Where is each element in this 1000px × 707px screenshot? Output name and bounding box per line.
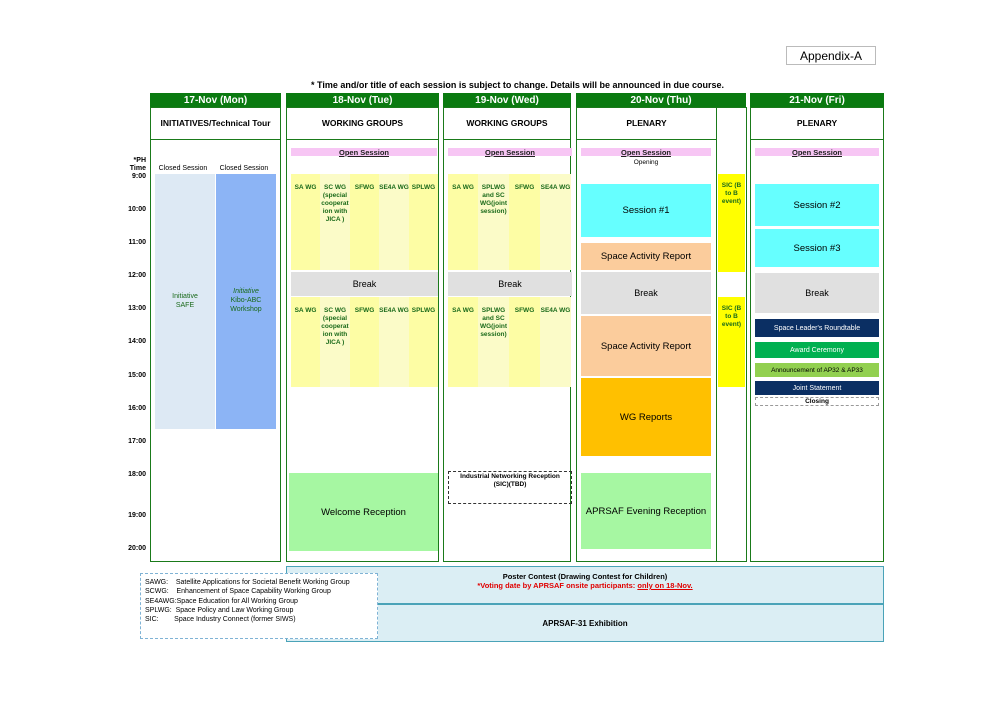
time-header-ph: *PH — [133, 157, 146, 164]
closing: Closing — [755, 397, 879, 406]
session-1: Session #1 — [581, 184, 711, 237]
wed-break: Break — [448, 272, 572, 296]
mon-column-title: INITIATIVES/Technical Tour — [160, 118, 271, 128]
wed-am-se4awg: SE4A WG — [540, 174, 571, 270]
inr-line1: Industrial Networking Reception — [460, 473, 560, 480]
tue-pm-sfwg: SFWG — [350, 297, 379, 387]
wed-divider — [443, 139, 571, 140]
mon-closed-session-2: Closed Session — [219, 165, 269, 172]
time-label: 11:00 — [128, 239, 146, 246]
poster-vote-date: only on 18-Nov. — [637, 581, 693, 590]
wed-pm-sfwg: SFWG — [509, 297, 540, 387]
tue-am-scwg: SC WG (special cooperat ion with JICA ) — [320, 174, 350, 270]
fri-column-title: PLENARY — [796, 118, 838, 128]
thu-opening: Opening — [633, 159, 659, 166]
tue-break: Break — [291, 272, 438, 296]
tue-pm-splwg: SPLWG — [409, 297, 438, 387]
time-label: 16:00 — [128, 405, 146, 412]
time-label: 15:00 — [128, 372, 146, 379]
sic-b2b-event-1: SIC (B to B event) — [718, 174, 745, 272]
tue-am-sfwg: SFWG — [350, 174, 379, 270]
mon-closed-session-1: Closed Session — [158, 165, 208, 172]
award-ceremony: Award Ceremony — [755, 342, 879, 358]
wed-pm-sawg: SA WG — [448, 297, 478, 387]
tue-am-sawg: SA WG — [291, 174, 320, 270]
thu-open-session: Open Session — [581, 148, 711, 156]
wed-am-sfwg: SFWG — [509, 174, 540, 270]
announcement-ap32-ap33: Announcement of AP32 & AP33 — [755, 363, 879, 377]
initiative-safe-line1: Initiative — [172, 293, 198, 300]
wg-reports: WG Reports — [581, 378, 711, 456]
thu-divider — [576, 139, 717, 140]
space-activity-report-1: Space Activity Report — [581, 243, 711, 270]
time-label: 13:00 — [128, 305, 146, 312]
time-label: 12:00 — [128, 272, 146, 279]
wed-column-title: WORKING GROUPS — [466, 118, 548, 128]
day-header-mon: 17-Nov (Mon) — [150, 93, 281, 107]
thu-column-title: PLENARY — [626, 118, 667, 128]
initiative-safe-block — [155, 174, 215, 429]
wed-am-splwg-scwg: SPLWG and SC WG(joint session) — [478, 174, 509, 270]
fri-break: Break — [755, 273, 879, 313]
wed-pm-splwg-scwg: SPLWG and SC WG(joint session) — [478, 297, 509, 387]
kibo-line2: Kibo-ABC — [230, 297, 262, 304]
time-label: 14:00 — [128, 338, 146, 345]
exhibition-band: APRSAF-31 Exhibition — [286, 604, 884, 642]
wed-open-session: Open Session — [448, 148, 572, 156]
time-label: 10:00 — [128, 206, 146, 213]
kibo-line1: Initiative — [233, 288, 259, 295]
industrial-networking-reception — [448, 471, 572, 504]
session-2: Session #2 — [755, 184, 879, 226]
fri-open-session: Open Session — [755, 148, 879, 156]
space-leaders-roundtable: Space Leader's Roundtable — [755, 319, 879, 337]
time-header-time: Time — [129, 165, 146, 172]
kibo-line3: Workshop — [230, 306, 262, 313]
sic-b2b-event-2: SIC (B to B event) — [718, 297, 745, 387]
joint-statement: Joint Statement — [755, 381, 879, 395]
abbreviation-legend — [140, 573, 378, 639]
day-header-wed: 19-Nov (Wed) — [443, 93, 571, 107]
wed-am-sawg: SA WG — [448, 174, 478, 270]
day-header-fri: 21-Nov (Fri) — [750, 93, 884, 107]
tue-am-splwg: SPLWG — [409, 174, 438, 270]
tue-am-se4awg: SE4A WG — [379, 174, 409, 270]
poster-vote-text: *Voting date by APRSAF onsite participants: — [477, 581, 638, 590]
wed-pm-se4awg: SE4A WG — [540, 297, 571, 387]
aprsaf-evening-reception: APRSAF Evening Reception — [581, 473, 711, 549]
time-label: 20:00 — [128, 545, 146, 552]
day-header-thu: 20-Nov (Thu) — [576, 93, 746, 107]
tue-column-title: WORKING GROUPS — [321, 118, 404, 128]
time-label: 17:00 — [128, 438, 146, 445]
time-label: 19:00 — [128, 512, 146, 519]
schedule-note: * Time and/or title of each session is subject to change. Details will be announced in due course. — [311, 80, 724, 90]
legend-item: SE4AWG:Space Education for All Working Group — [145, 597, 298, 605]
legend-item: SPLWG: Space Policy and Law Working Group — [145, 606, 294, 614]
time-label: 18:00 — [128, 471, 146, 478]
day-header-tue: 18-Nov (Tue) — [286, 93, 439, 107]
space-activity-report-2: Space Activity Report — [581, 316, 711, 376]
tue-pm-se4awg: SE4A WG — [379, 297, 409, 387]
legend-item: SCWG: Enhancement of Space Capability Working Group — [145, 588, 331, 596]
thu-break: Break — [581, 272, 711, 314]
poster-contest-title: Poster Contest (Drawing Contest for Children) — [502, 572, 668, 581]
session-3: Session #3 — [755, 229, 879, 267]
legend-item: SAWG: Satellite Applications for Societal Benefit Working Group — [145, 579, 350, 586]
legend-item: SIC: Space Industry Connect (former SIWS) — [145, 616, 296, 624]
fri-divider — [750, 139, 884, 140]
kibo-abc-workshop-block — [216, 174, 276, 429]
appendix-label: Appendix-A — [786, 46, 876, 65]
tue-pm-scwg: SC WG (special cooperat ion with JICA ) — [320, 297, 350, 387]
mon-divider — [150, 139, 281, 140]
initiative-safe-line2: SAFE — [175, 302, 195, 309]
welcome-reception: Welcome Reception — [289, 473, 438, 551]
tue-divider — [286, 139, 439, 140]
time-label: 9:00 — [131, 173, 146, 180]
inr-line2: (SIC)(TBD) — [493, 481, 527, 488]
tue-open-session: Open Session — [291, 148, 437, 156]
tue-pm-sawg: SA WG — [291, 297, 320, 387]
